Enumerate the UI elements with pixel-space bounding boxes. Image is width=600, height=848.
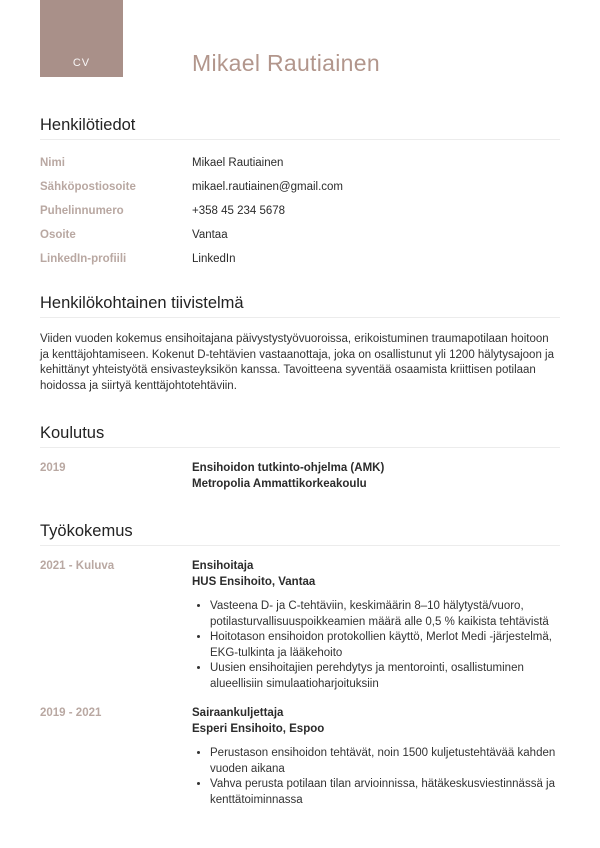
field-row-address — [40, 228, 560, 242]
field-value: mikael.rautiainen@gmail.com — [192, 181, 344, 193]
job-organization: HUS Ensihoito, Vantaa — [192, 575, 316, 588]
entry-period: 2019 — [40, 462, 66, 475]
section-divider — [40, 139, 560, 140]
field-value: +358 45 234 5678 — [192, 205, 286, 217]
field-row-name — [40, 156, 560, 170]
cv-badge — [40, 0, 123, 77]
section-divider — [40, 317, 560, 318]
entry-period: 2019 - 2021 — [40, 707, 102, 720]
job-bullet-list — [192, 746, 560, 808]
field-row-phone — [40, 204, 560, 218]
field-value: Vantaa — [192, 229, 228, 241]
job-bullet: • Uusien ensihoitajien perehdytys ja mentorointi, osallistuminen alueellisiin simulaatioharjoituksiin — [210, 661, 560, 692]
field-label: LinkedIn-profiili — [40, 253, 127, 265]
field-label: Osoite — [40, 229, 76, 241]
section-education — [40, 424, 560, 492]
job-title: Sairaankuljettaja — [192, 707, 284, 720]
section-heading-experience: Työkokemus — [40, 522, 133, 541]
job-bullet: • Perustason ensihoidon tehtävät, noin 1500 kuljetustehtävää kahden vuoden aikana — [210, 746, 560, 777]
summary-paragraph: Viiden vuoden kokemus ensihoitajana päivystystyövuoroissa, erikoistuminen traumapotilaan hoitoon ja kenttäjohtamiseen. Kokenut D-tehtävien vastaanottaja, joka on osallistunut yli 1200 hälytysajoon ja kehittänyt yhteistyötä ensivasteyksikön kanssa. Tavoitteena syventää osaamista kriittisen potilaan hoidossa ja siirtyä kenttäjohtotehtäviin. — [40, 333, 554, 392]
field-value-linkedin: LinkedIn — [192, 253, 236, 265]
section-summary — [40, 294, 560, 394]
document-header — [0, 0, 600, 90]
job-organization: Esperi Ensihoito, Espoo — [192, 722, 325, 735]
experience-entry — [40, 559, 560, 692]
field-label: Puhelinnumero — [40, 205, 124, 217]
education-institution: Metropolia Ammattikorkeakoulu — [192, 477, 367, 490]
job-bullet: • Hoitotason ensihoidon protokollien käyttö, Merlot Medi -järjestelmä, EKG-tulkinta ja lääkehoito — [210, 630, 560, 661]
field-label: Nimi — [40, 157, 65, 169]
job-bullet: • Vasteena D- ja C-tehtäviin, keskimäärin 8–10 hälytystä/vuoro, potilasturvallisuuspoikkeamien määrä alle 0,5 % kaikista tehtävistä — [210, 599, 560, 630]
entry-period: 2021 - Kuluva — [40, 560, 115, 573]
cv-badge-label: CV — [72, 57, 91, 69]
personal-info-fields — [40, 156, 560, 266]
section-divider — [40, 447, 560, 448]
field-label: Sähköpostiosoite — [40, 181, 136, 193]
page-title: Mikael Rautiainen — [192, 50, 380, 76]
experience-entry — [40, 706, 560, 808]
field-row-linkedin — [40, 252, 560, 266]
section-experience — [40, 522, 560, 808]
job-bullet: • Vahva perusta potilaan tilan arvioinnissa, hätäkeskusviestinnässä ja kenttätoiminnassa — [210, 777, 560, 808]
section-heading-personal-info: Henkilötiedot — [40, 116, 136, 134]
job-bullet-list — [192, 599, 560, 692]
field-value: Mikael Rautiainen — [192, 157, 284, 169]
section-personal-info — [40, 116, 560, 266]
education-entry — [40, 461, 560, 492]
section-heading-summary: Henkilökohtainen tiivistelmä — [40, 294, 244, 312]
field-row-email — [40, 180, 560, 194]
education-degree: Ensihoidon tutkinto-ohjelma (AMK) — [192, 462, 385, 475]
section-divider — [40, 545, 560, 546]
section-heading-education: Koulutus — [40, 424, 105, 443]
job-title: Ensihoitaja — [192, 560, 254, 573]
